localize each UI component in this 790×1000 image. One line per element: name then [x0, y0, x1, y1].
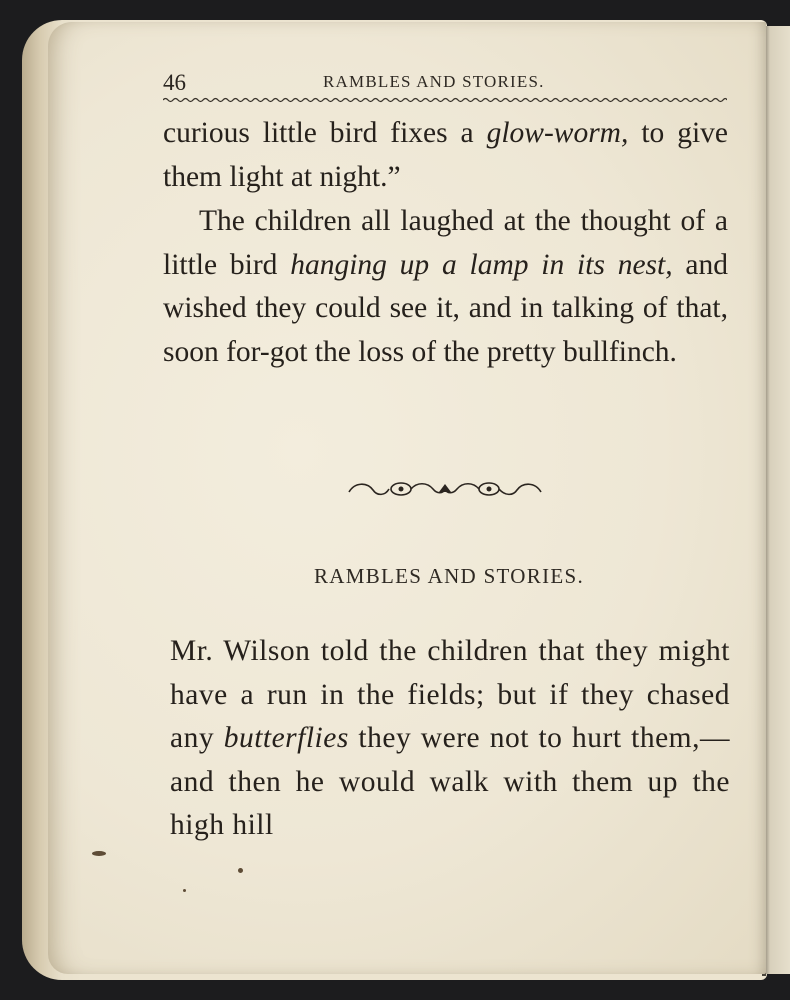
paragraph-mr-wilson: Mr. Wilson told the children that they might have a run in the fields; but if they chased any butterflies they were not to hurt them,—and then he would walk with them up the high hill — [170, 635, 730, 841]
section-heading: RAMBLES AND STORIES. — [313, 564, 585, 588]
scroll-ornament-icon — [345, 478, 545, 500]
paragraph-continuation: curious little bird fixes a glow-worm, to give them light at night.” — [163, 117, 728, 193]
italic-butterflies: butterflies — [223, 722, 349, 754]
facing-page-edge — [764, 26, 790, 974]
paper-spot — [238, 868, 243, 873]
italic-lamp-phrase: hanging up a lamp in its nest, — [290, 248, 673, 281]
wavy-rule-icon — [163, 96, 727, 104]
paragraph-children-laughed: The children all laughed at the thought of a little bird hanging up a lamp in its nest, and wished they could see it, and in talking of that, soon for-got the loss of the pretty bullfinch. — [163, 205, 728, 368]
paper-spot — [183, 889, 186, 892]
page-number: 46 — [163, 70, 186, 95]
running-title: RAMBLES AND STORIES. — [323, 72, 545, 91]
paper-spot — [92, 851, 106, 856]
italic-glow-worm: glow-worm, — [486, 117, 629, 149]
